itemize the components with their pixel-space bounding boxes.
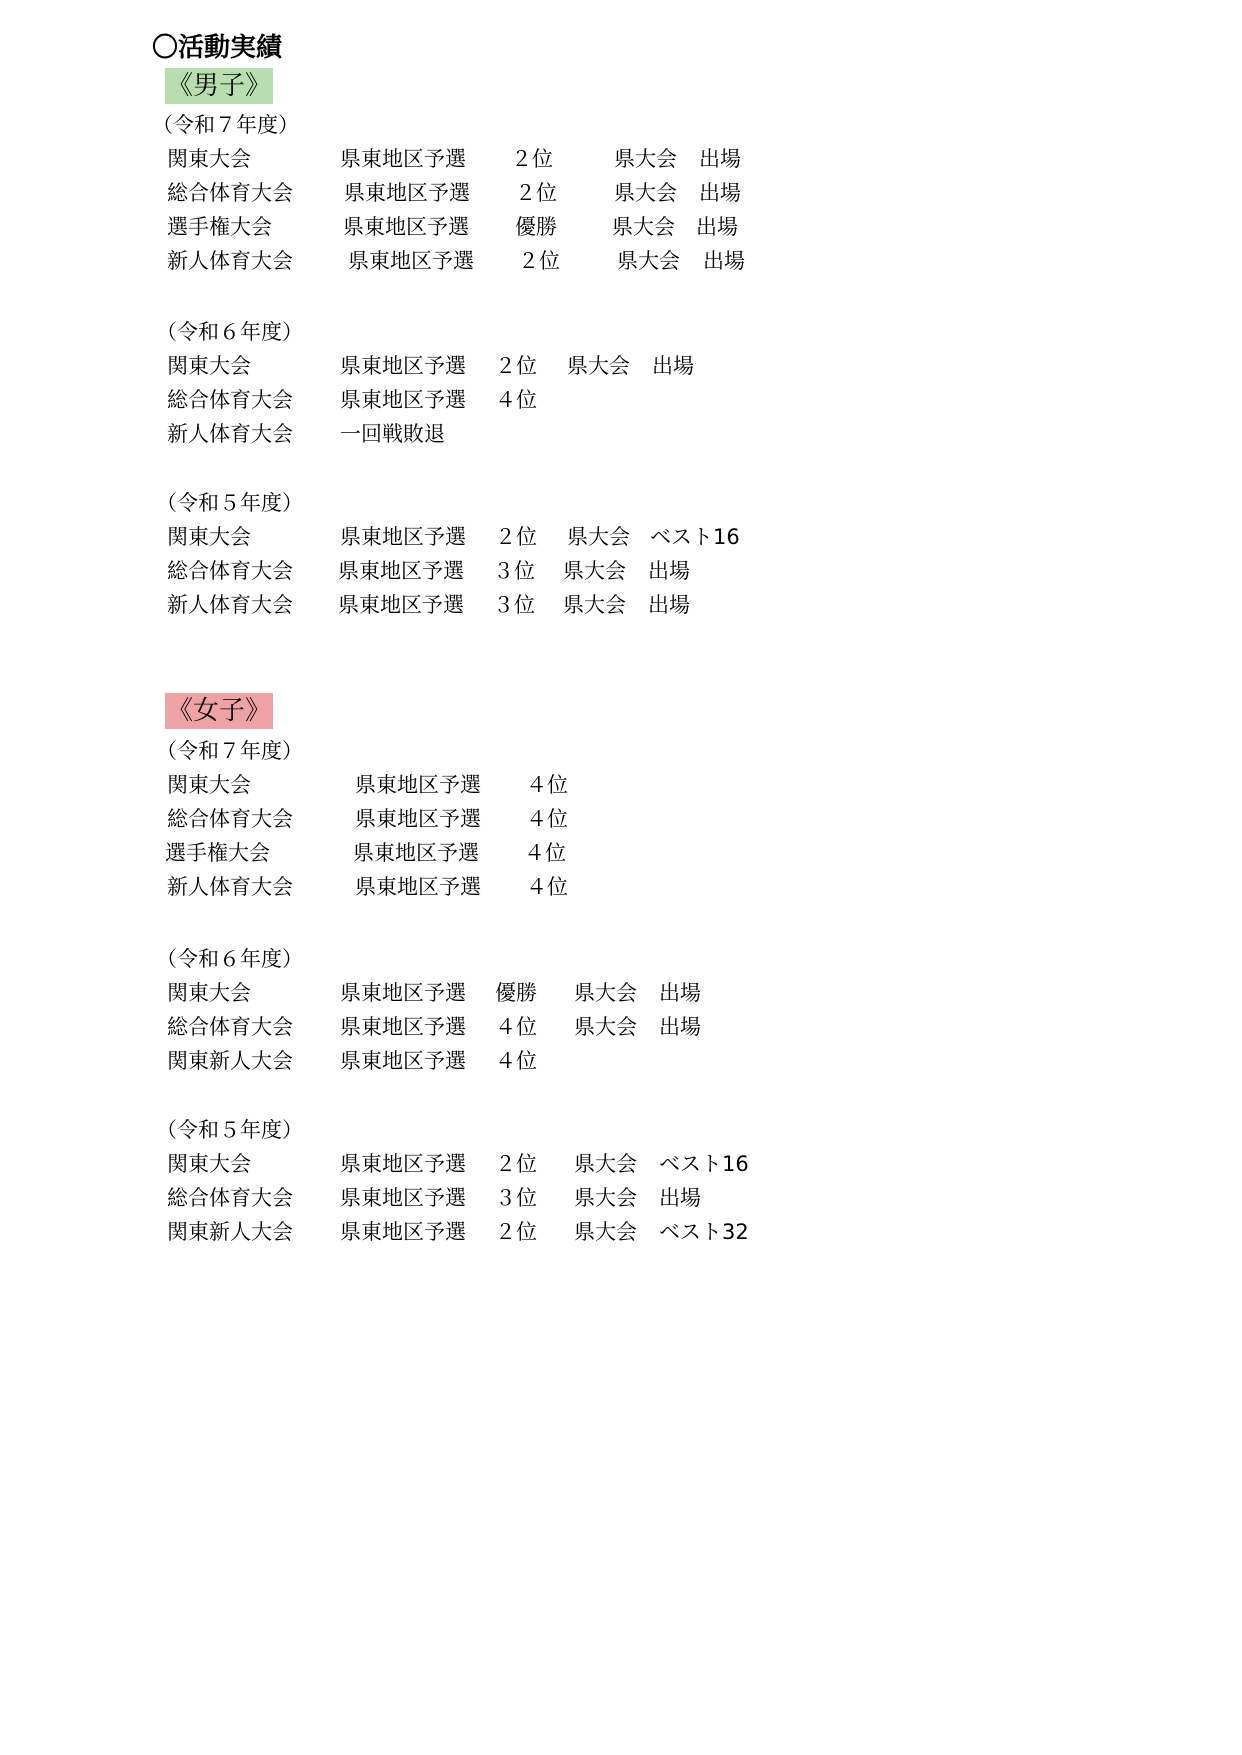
event-name: 関東大会 xyxy=(167,1152,251,1176)
qualifier-result: ２位 xyxy=(495,1152,537,1176)
qualifier-result: ３位 xyxy=(493,559,535,583)
result-row xyxy=(0,349,700,383)
event-name: 新人体育大会 xyxy=(167,422,293,446)
qualifier: 県東地区予選 xyxy=(340,981,466,1005)
year-label: （令和６年度） xyxy=(156,320,303,344)
qualifier-result: ４位 xyxy=(495,388,537,412)
event-name: 選手権大会 xyxy=(165,841,270,865)
prefecture-event: 県大会 xyxy=(614,147,677,171)
qualifier-result: ２位 xyxy=(495,354,537,378)
prefecture-result: 出場 xyxy=(699,147,741,171)
section-label-girls: 《女子》 xyxy=(165,693,273,729)
event-name: 関東新人大会 xyxy=(167,1049,293,1073)
prefecture-event: 県大会 xyxy=(563,593,626,617)
event-name: 関東大会 xyxy=(167,773,251,797)
prefecture-event: 県大会 xyxy=(612,215,675,239)
qualifier-result: ２位 xyxy=(495,1220,537,1244)
event-name: 総合体育大会 xyxy=(167,559,293,583)
qualifier-result: ２位 xyxy=(515,181,557,205)
event-name: 総合体育大会 xyxy=(167,807,293,831)
qualifier: 県東地区予選 xyxy=(340,147,466,171)
event-name: 総合体育大会 xyxy=(167,181,293,205)
prefecture-event: 県大会 xyxy=(574,1015,637,1039)
prefecture-event: 県大会 xyxy=(567,354,630,378)
prefecture-result: 出場 xyxy=(659,1186,701,1210)
prefecture-event: 県大会 xyxy=(574,1186,637,1210)
event-name: 新人体育大会 xyxy=(167,875,293,899)
result-row xyxy=(0,768,700,802)
prefecture-event: 県大会 xyxy=(563,559,626,583)
event-name: 総合体育大会 xyxy=(167,1186,293,1210)
result-row xyxy=(0,417,700,451)
qualifier: 県東地区予選 xyxy=(355,773,481,797)
prefecture-result: ベスト16 xyxy=(659,1152,749,1176)
event-name: 新人体育大会 xyxy=(167,593,293,617)
qualifier-result: ２位 xyxy=(511,147,553,171)
result-row xyxy=(0,554,700,588)
prefecture-result: 出場 xyxy=(696,215,738,239)
qualifier: 県東地区予選 xyxy=(343,215,469,239)
prefecture-event: 県大会 xyxy=(574,1220,637,1244)
result-row xyxy=(0,836,700,870)
qualifier: 県東地区予選 xyxy=(340,1049,466,1073)
result-row xyxy=(0,210,738,244)
qualifier-result: ４位 xyxy=(526,807,568,831)
prefecture-event: 県大会 xyxy=(614,181,677,205)
year-label: （令和５年度） xyxy=(156,491,303,515)
qualifier: 一回戦敗退 xyxy=(340,422,445,446)
qualifier: 県東地区予選 xyxy=(355,807,481,831)
prefecture-event: 県大会 xyxy=(567,525,630,549)
qualifier-result: ３位 xyxy=(493,593,535,617)
prefecture-result: 出場 xyxy=(699,181,741,205)
qualifier-result: ４位 xyxy=(524,841,566,865)
qualifier-result: ４位 xyxy=(526,773,568,797)
year-label: （令和５年度） xyxy=(156,1118,303,1142)
prefecture-event: 県大会 xyxy=(574,1152,637,1176)
qualifier: 県東地区予選 xyxy=(340,1220,466,1244)
page-title: 〇活動実績 xyxy=(152,33,283,63)
result-row xyxy=(0,1010,700,1044)
qualifier-result: ４位 xyxy=(495,1049,537,1073)
year-label: （令和６年度） xyxy=(156,947,303,971)
event-name: 関東大会 xyxy=(167,525,251,549)
prefecture-result: 出場 xyxy=(703,249,745,273)
result-row xyxy=(0,1215,749,1249)
result-row xyxy=(0,244,745,278)
event-name: 関東大会 xyxy=(167,354,251,378)
prefecture-result: 出場 xyxy=(659,981,701,1005)
prefecture-result: ベスト16 xyxy=(650,525,740,549)
prefecture-result: 出場 xyxy=(652,354,694,378)
qualifier-result: ３位 xyxy=(495,1186,537,1210)
qualifier-result: 優勝 xyxy=(495,981,537,1005)
qualifier-result: ２位 xyxy=(518,249,560,273)
result-row xyxy=(0,1044,700,1078)
event-name: 関東大会 xyxy=(167,147,251,171)
prefecture-result: 出場 xyxy=(648,593,690,617)
qualifier-result: ２位 xyxy=(495,525,537,549)
qualifier: 県東地区予選 xyxy=(344,181,470,205)
result-row xyxy=(0,520,740,554)
result-row xyxy=(0,870,700,904)
qualifier: 県東地区予選 xyxy=(340,1186,466,1210)
event-name: 関東大会 xyxy=(167,981,251,1005)
result-row xyxy=(0,142,741,176)
result-row xyxy=(0,383,700,417)
qualifier: 県東地区予選 xyxy=(340,1152,466,1176)
qualifier: 県東地区予選 xyxy=(340,354,466,378)
prefecture-result: ベスト32 xyxy=(659,1220,749,1244)
prefecture-result: 出場 xyxy=(659,1015,701,1039)
qualifier: 県東地区予選 xyxy=(355,875,481,899)
year-label: （令和７年度） xyxy=(156,739,303,763)
result-row xyxy=(0,588,700,622)
event-name: 関東新人大会 xyxy=(167,1220,293,1244)
prefecture-event: 県大会 xyxy=(617,249,680,273)
result-row xyxy=(0,1181,700,1215)
result-row xyxy=(0,176,741,210)
result-row xyxy=(0,1147,749,1181)
event-name: 新人体育大会 xyxy=(167,249,293,273)
event-name: 選手権大会 xyxy=(167,215,272,239)
qualifier: 県東地区予選 xyxy=(340,388,466,412)
qualifier: 県東地区予選 xyxy=(348,249,474,273)
qualifier-result: ４位 xyxy=(495,1015,537,1039)
prefecture-event: 県大会 xyxy=(574,981,637,1005)
section-label-boys: 《男子》 xyxy=(165,68,273,104)
qualifier: 県東地区予選 xyxy=(353,841,479,865)
prefecture-result: 出場 xyxy=(648,559,690,583)
qualifier: 県東地区予選 xyxy=(338,559,464,583)
year-label: （令和７年度） xyxy=(152,113,299,137)
qualifier: 県東地区予選 xyxy=(338,593,464,617)
qualifier-result: ４位 xyxy=(526,875,568,899)
qualifier: 県東地区予選 xyxy=(340,525,466,549)
event-name: 総合体育大会 xyxy=(167,388,293,412)
qualifier: 県東地区予選 xyxy=(340,1015,466,1039)
result-row xyxy=(0,976,700,1010)
result-row xyxy=(0,802,700,836)
event-name: 総合体育大会 xyxy=(167,1015,293,1039)
qualifier-result: 優勝 xyxy=(515,215,557,239)
